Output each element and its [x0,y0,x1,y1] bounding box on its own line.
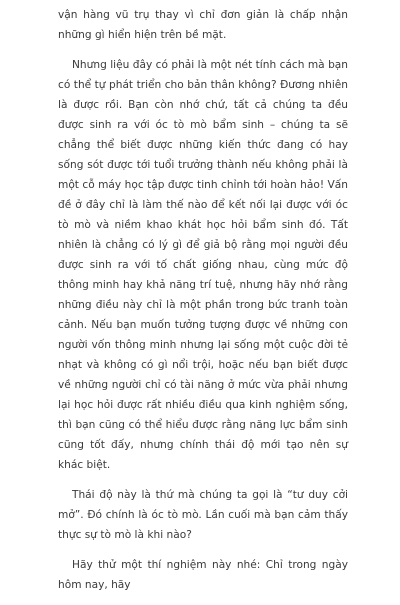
paragraph-1: vận hàng vũ trụ thay vì chỉ đơn giản là chấp nhận những gì hiển hiện trên bề mặt. [58,9,348,41]
paragraph-3: Thái độ này là thứ mà chúng ta gọi là “tư duy cởi mở”. Đó chính là óc tò mò. Lần cuối mà bạn cảm thấy thực sự tò mò là khi nào? [58,489,348,541]
body-text [58,0,348,605]
paragraph-2: Nhưng liệu đây có phải là một nét tính cách mà bạn có thể tự phát triển cho bản thân không? Đương nhiên là được rồi. Bạn còn nhớ chứ, tất cả chúng ta đều được sinh ra với óc tò mò bẩm sinh – chúng ta sẽ chẳng thể biết được những kiến thức đang có hay sống sót được tới tuổi trưởng thành nếu không phải là một cỗ máy học tập được tinh chỉnh tới hoàn hảo! Vấn đề ở đây chỉ là làm thế nào để kết nối lại được với óc tò mò và niềm khao khát học hỏi bẩm sinh đó. Tất nhiên là chẳng có lý gì để giả bộ rằng mọi người đều được sinh ra với tố chất giống nhau, cùng mức độ thông minh hay khả năng trí tuệ, nhưng hãy nhớ rằng những điều này chỉ là một phần trong bức tranh toàn cảnh. Nếu bạn muốn tưởng tượng được về những con người vốn thông minh nhưng lại sống một cuộc đời tẻ nhạt và không có gì nổi trội, hoặc nếu bạn biết được về những người chỉ có tài năng ở mức vừa phải nhưng lại học hỏi được rất nhiều điều qua kinh nghiệm sống, thì bạn cũng có thể hiểu được rằng năng lực bẩm sinh cũng tốt đấy, nhưng chính thái độ mới tạo nên sự khác biệt. [58,59,348,471]
paragraph-4: Hãy thử một thí nghiệm này nhé: Chỉ trong ngày hôm nay, hãy [58,559,348,591]
